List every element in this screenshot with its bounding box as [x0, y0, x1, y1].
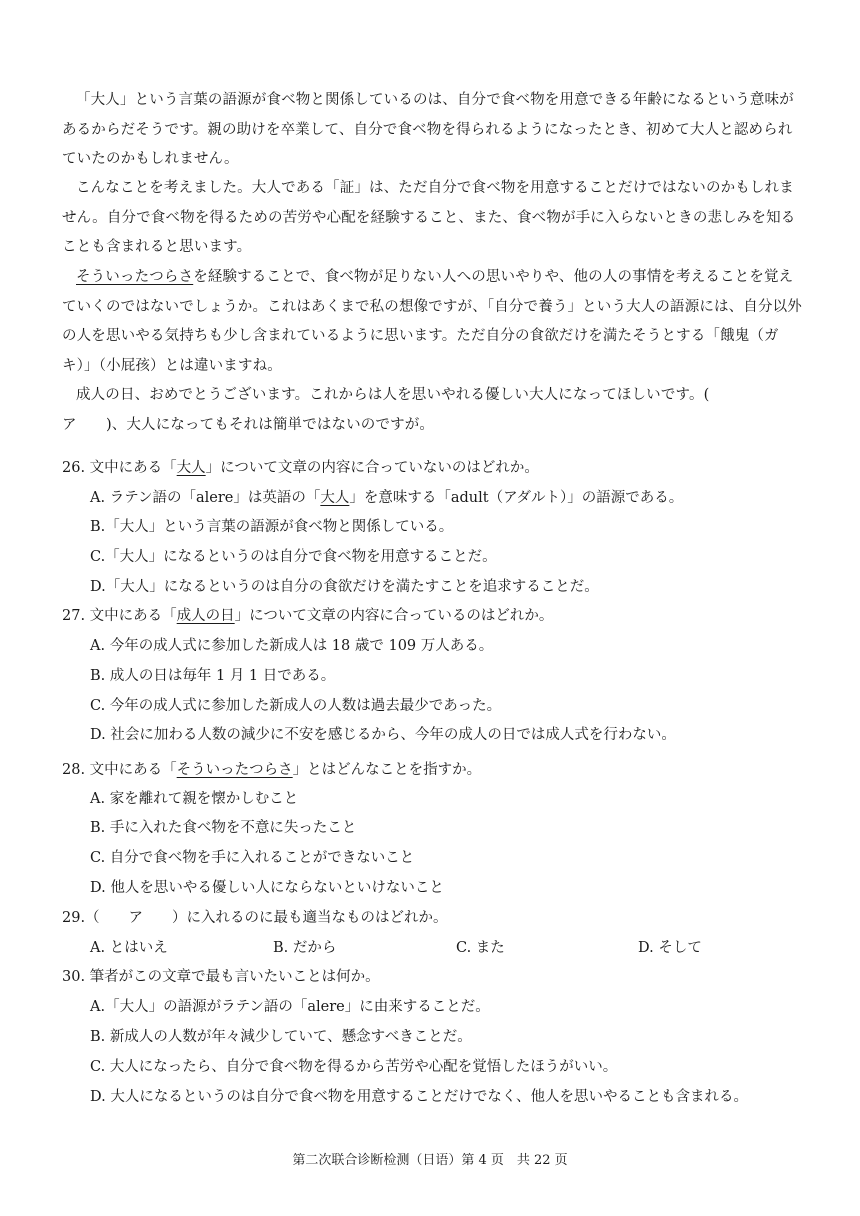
question-30-option-b[interactable]: B. 新成人の人数が年々減少していて、懸念すべきことだ。 — [90, 1029, 472, 1045]
underlined-phrase: そういったつらさ — [76, 269, 194, 285]
question-30-option-c[interactable]: C. 大人になったら、自分で食べ物を得るから苦労や心配を覚悟したほうがいい。 — [90, 1059, 618, 1075]
question-27-stem: 27. 文中にある「成人の日」について文章の内容に合っているのはどれか。 — [62, 608, 554, 624]
question-26-stem: 26. 文中にある「大人」について文章の内容に合っていないのはどれか。 — [62, 460, 539, 476]
question-28-option-c[interactable]: C. 自分で食べ物を手に入れることができないこと — [90, 850, 415, 866]
paragraph-3-text: を経験することで、食べ物が足りない人への思いやりや、他の人の事情を考えることを覚えていくのではないでしょうか。これはあくまで私の想像ですが、「自分で養う」という大人の語源には、自分以外の人を思いやる気持ちも少し含まれているように思います。ただ自分の食欲だけを満たそうとする「餓鬼（ガキ）」（小屁孩）とは違いますね。 — [62, 269, 802, 374]
question-29-option-c[interactable]: C. また — [456, 940, 505, 956]
question-28-option-b[interactable]: B. 手に入れた食べ物を不意に失ったこと — [90, 820, 357, 836]
question-26-option-a[interactable]: A. ラテン語の「alere」は英語の「大人」を意味する「adult（アダルト）」の語源である。 — [90, 490, 684, 506]
passage-paragraph-2: こんなことを考えました。大人である「証」は、ただ自分で食べ物を用意することだけではないのかもしれません。自分で食べ物を得るための苦労や心配を経験すること、また、食べ物が手に入らないときの悲しみを知ることも含まれると思います。 — [62, 180, 796, 255]
underlined-term: そういったつらさ — [176, 762, 293, 778]
question-30-option-d[interactable]: D. 大人になるというのは自分で食べ物を用意することだけでなく、他人を思いやることも含まれる。 — [90, 1089, 749, 1105]
question-30-stem: 30. 筆者がこの文章で最も言いたいことは何か。 — [62, 969, 380, 985]
question-29-option-a[interactable]: A. とはいえ — [90, 940, 168, 956]
question-28-option-a[interactable]: A. 家を離れて親を懐かしむこと — [90, 791, 299, 807]
underlined-term: 大人 — [176, 460, 206, 476]
question-28-stem: 28. 文中にある「そういったつらさ」とはどんなことを指すか。 — [62, 762, 482, 778]
question-26-option-b[interactable]: B.「大人」という言葉の語源が食べ物と関係している。 — [90, 519, 454, 535]
underlined-term: 成人の日 — [176, 608, 235, 624]
passage-paragraph-1: 「大人」という言葉の語源が食べ物と関係しているのは、自分で食べ物を用意できる年齢になるという意味があるからだそうです。親の助けを卒業して、自分で食べ物を得られるようになったとき、初めて大人と認められていたのかもしれません。 — [62, 92, 794, 167]
question-28-option-d[interactable]: D. 他人を思いやる優しい人にならないといけないこと — [90, 880, 444, 896]
passage-paragraph-4: 成人の日、おめでとうございます。これからは人を思いやれる優しい大人になってほしいです。( ア )、大人になってもそれは簡単ではないのですが。 — [62, 387, 739, 433]
page-footer: 第二次联合诊断检测（日语）第 4 页 共 22 页 — [292, 1153, 568, 1168]
passage-paragraph-3 — [62, 263, 802, 381]
question-26-option-d[interactable]: D.「大人」になるというのは自分の食欲だけを満たすことを追求することだ。 — [90, 579, 599, 595]
question-26-option-c[interactable]: C.「大人」になるというのは自分で食べ物を用意することだ。 — [90, 549, 497, 565]
question-30-option-a[interactable]: A.「大人」の語源がラテン語の「alere」に由来することだ。 — [90, 999, 490, 1015]
question-27-option-b[interactable]: B. 成人の日は毎年 1 月 1 日である。 — [90, 668, 336, 684]
question-29-stem: 29.（ ア ）に入れるのに最も適当なものはどれか。 — [62, 910, 448, 926]
question-29-option-b[interactable]: B. だから — [273, 940, 337, 956]
question-29-option-d[interactable]: D. そして — [638, 940, 702, 956]
question-27-option-a[interactable]: A. 今年の成人式に参加した新成人は 18 歳で 109 万人ある。 — [90, 638, 494, 654]
question-27-option-c[interactable]: C. 今年の成人式に参加した新成人の人数は過去最少であった。 — [90, 698, 502, 714]
question-27-option-d[interactable]: D. 社会に加わる人数の減少に不安を感じるから、今年の成人の日では成人式を行わない。 — [90, 727, 676, 743]
